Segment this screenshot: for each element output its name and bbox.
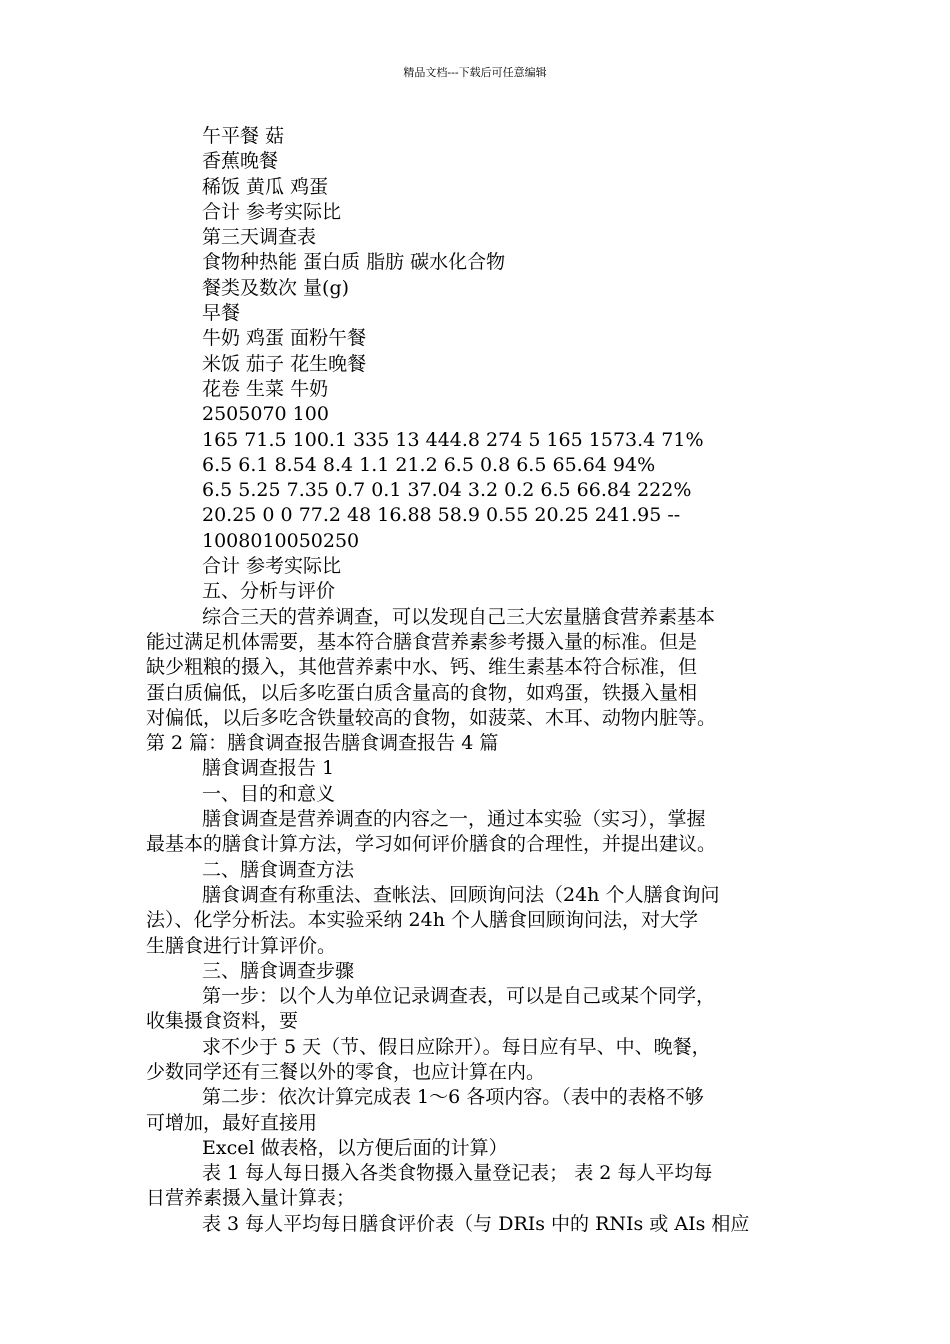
text-line: 早餐 <box>202 302 241 325</box>
text-line: 食物种热能 蛋白质 脂肪 碳水化合物 <box>202 251 506 274</box>
text-line: 1008010050250 <box>202 529 360 552</box>
text-line: 收集摄食资料，要 <box>146 1010 299 1033</box>
text-line: 餐类及数次 量(g) <box>202 276 350 299</box>
text-line: 少数同学还有三餐以外的零食，也应计算在内。 <box>146 1060 546 1083</box>
text-line: 一、目的和意义 <box>202 782 336 805</box>
text-line: 膳食调查有称重法、查帐法、回顾询问法（24h 个人膳食询问 <box>202 883 720 906</box>
text-line: 20.25 0 0 77.2 48 16.88 58.9 0.55 20.25 241.95 -- <box>202 504 681 527</box>
text-line: 缺少粗粮的摄入，其他营养素中水、钙、维生素基本符合标准，但 <box>146 656 698 679</box>
text-line: 午平餐 菇 <box>202 125 285 147</box>
text-line: 最基本的膳食计算方法，学习如何评价膳食的合理性，并提出建议。 <box>146 833 717 856</box>
page-header: 精品文档---下载后可任意编辑 <box>403 66 547 79</box>
text-line: 三、膳食调查步骤 <box>202 959 355 982</box>
text-line: 6.5 6.1 8.54 8.4 1.1 21.2 6.5 0.8 6.5 65.64 94% <box>202 453 656 476</box>
text-line: 能过满足机体需要，基本符合膳食营养素参考摄入量的标准。但是 <box>146 630 698 653</box>
text-line: 第三天调查表 <box>202 226 317 249</box>
text-line: 第二步：依次计算完成表 1～6 各项内容。（表中的表格不够 <box>202 1086 704 1109</box>
text-line: 稀饭 黄瓜 鸡蛋 <box>202 175 329 198</box>
text-line: Excel 做表格，以方便后面的计算） <box>202 1136 508 1159</box>
text-line: 膳食调查是营养调查的内容之一，通过本实验（实习），掌握 <box>202 808 706 831</box>
text-line: 第 2 篇：膳食调查报告膳食调查报告 4 篇 <box>146 732 499 755</box>
text-line: 蛋白质偏低，以后多吃蛋白质含量高的食物，如鸡蛋，铁摄入量相 <box>146 681 698 704</box>
text-line: 五、分析与评价 <box>202 580 336 603</box>
text-line: 牛奶 鸡蛋 面粉午餐 <box>202 327 367 350</box>
text-line: 求不少于 5 天（节、假日应除开）。每日应有早、中、晚餐， <box>202 1035 711 1058</box>
text-line: 生膳食进行计算评价。 <box>146 934 337 957</box>
text-line: 表 1 每人每日摄入各类食物摄入量登记表； 表 2 每人平均每 <box>202 1162 713 1185</box>
document-body <box>146 124 810 1237</box>
text-line: 法）、化学分析法。本实验采纳 24h 个人膳食回顾询问法，对大学 <box>146 909 698 932</box>
text-line: 香蕉晚餐 <box>202 150 279 173</box>
text-line: 对偏低，以后多吃含铁量较高的食物，如菠菜、木耳、动物内脏等。 <box>146 706 717 729</box>
text-line: 165 71.5 100.1 335 13 444.8 274 5 165 1573.4 71% <box>202 428 704 451</box>
text-line: 合计 参考实际比 <box>202 200 342 223</box>
text-line: 米饭 茄子 花生晚餐 <box>202 352 367 375</box>
text-line: 表 3 每人平均每日膳食评价表（与 DRIs 中的 RNIs 或 AIs 相应 <box>202 1212 750 1235</box>
text-line: 综合三天的营养调查，可以发现自己三大宏量膳食营养素基本 <box>202 605 716 628</box>
text-line: 可增加，最好直接用 <box>146 1111 318 1134</box>
text-line: 膳食调查报告 1 <box>202 757 335 780</box>
text-line: 第一步：以个人为单位记录调查表，可以是自己或某个同学， <box>202 985 716 1008</box>
text-line: 合计 参考实际比 <box>202 555 342 578</box>
text-line: 花卷 生菜 牛奶 <box>202 377 329 400</box>
text-line: 日营养素摄入量计算表； <box>146 1187 356 1210</box>
text-line: 二、膳食调查方法 <box>202 858 355 881</box>
text-line: 6.5 5.25 7.35 0.7 0.1 37.04 3.2 0.2 6.5 66.84 222% <box>202 479 692 502</box>
text-line: 2505070 100 <box>202 403 329 426</box>
